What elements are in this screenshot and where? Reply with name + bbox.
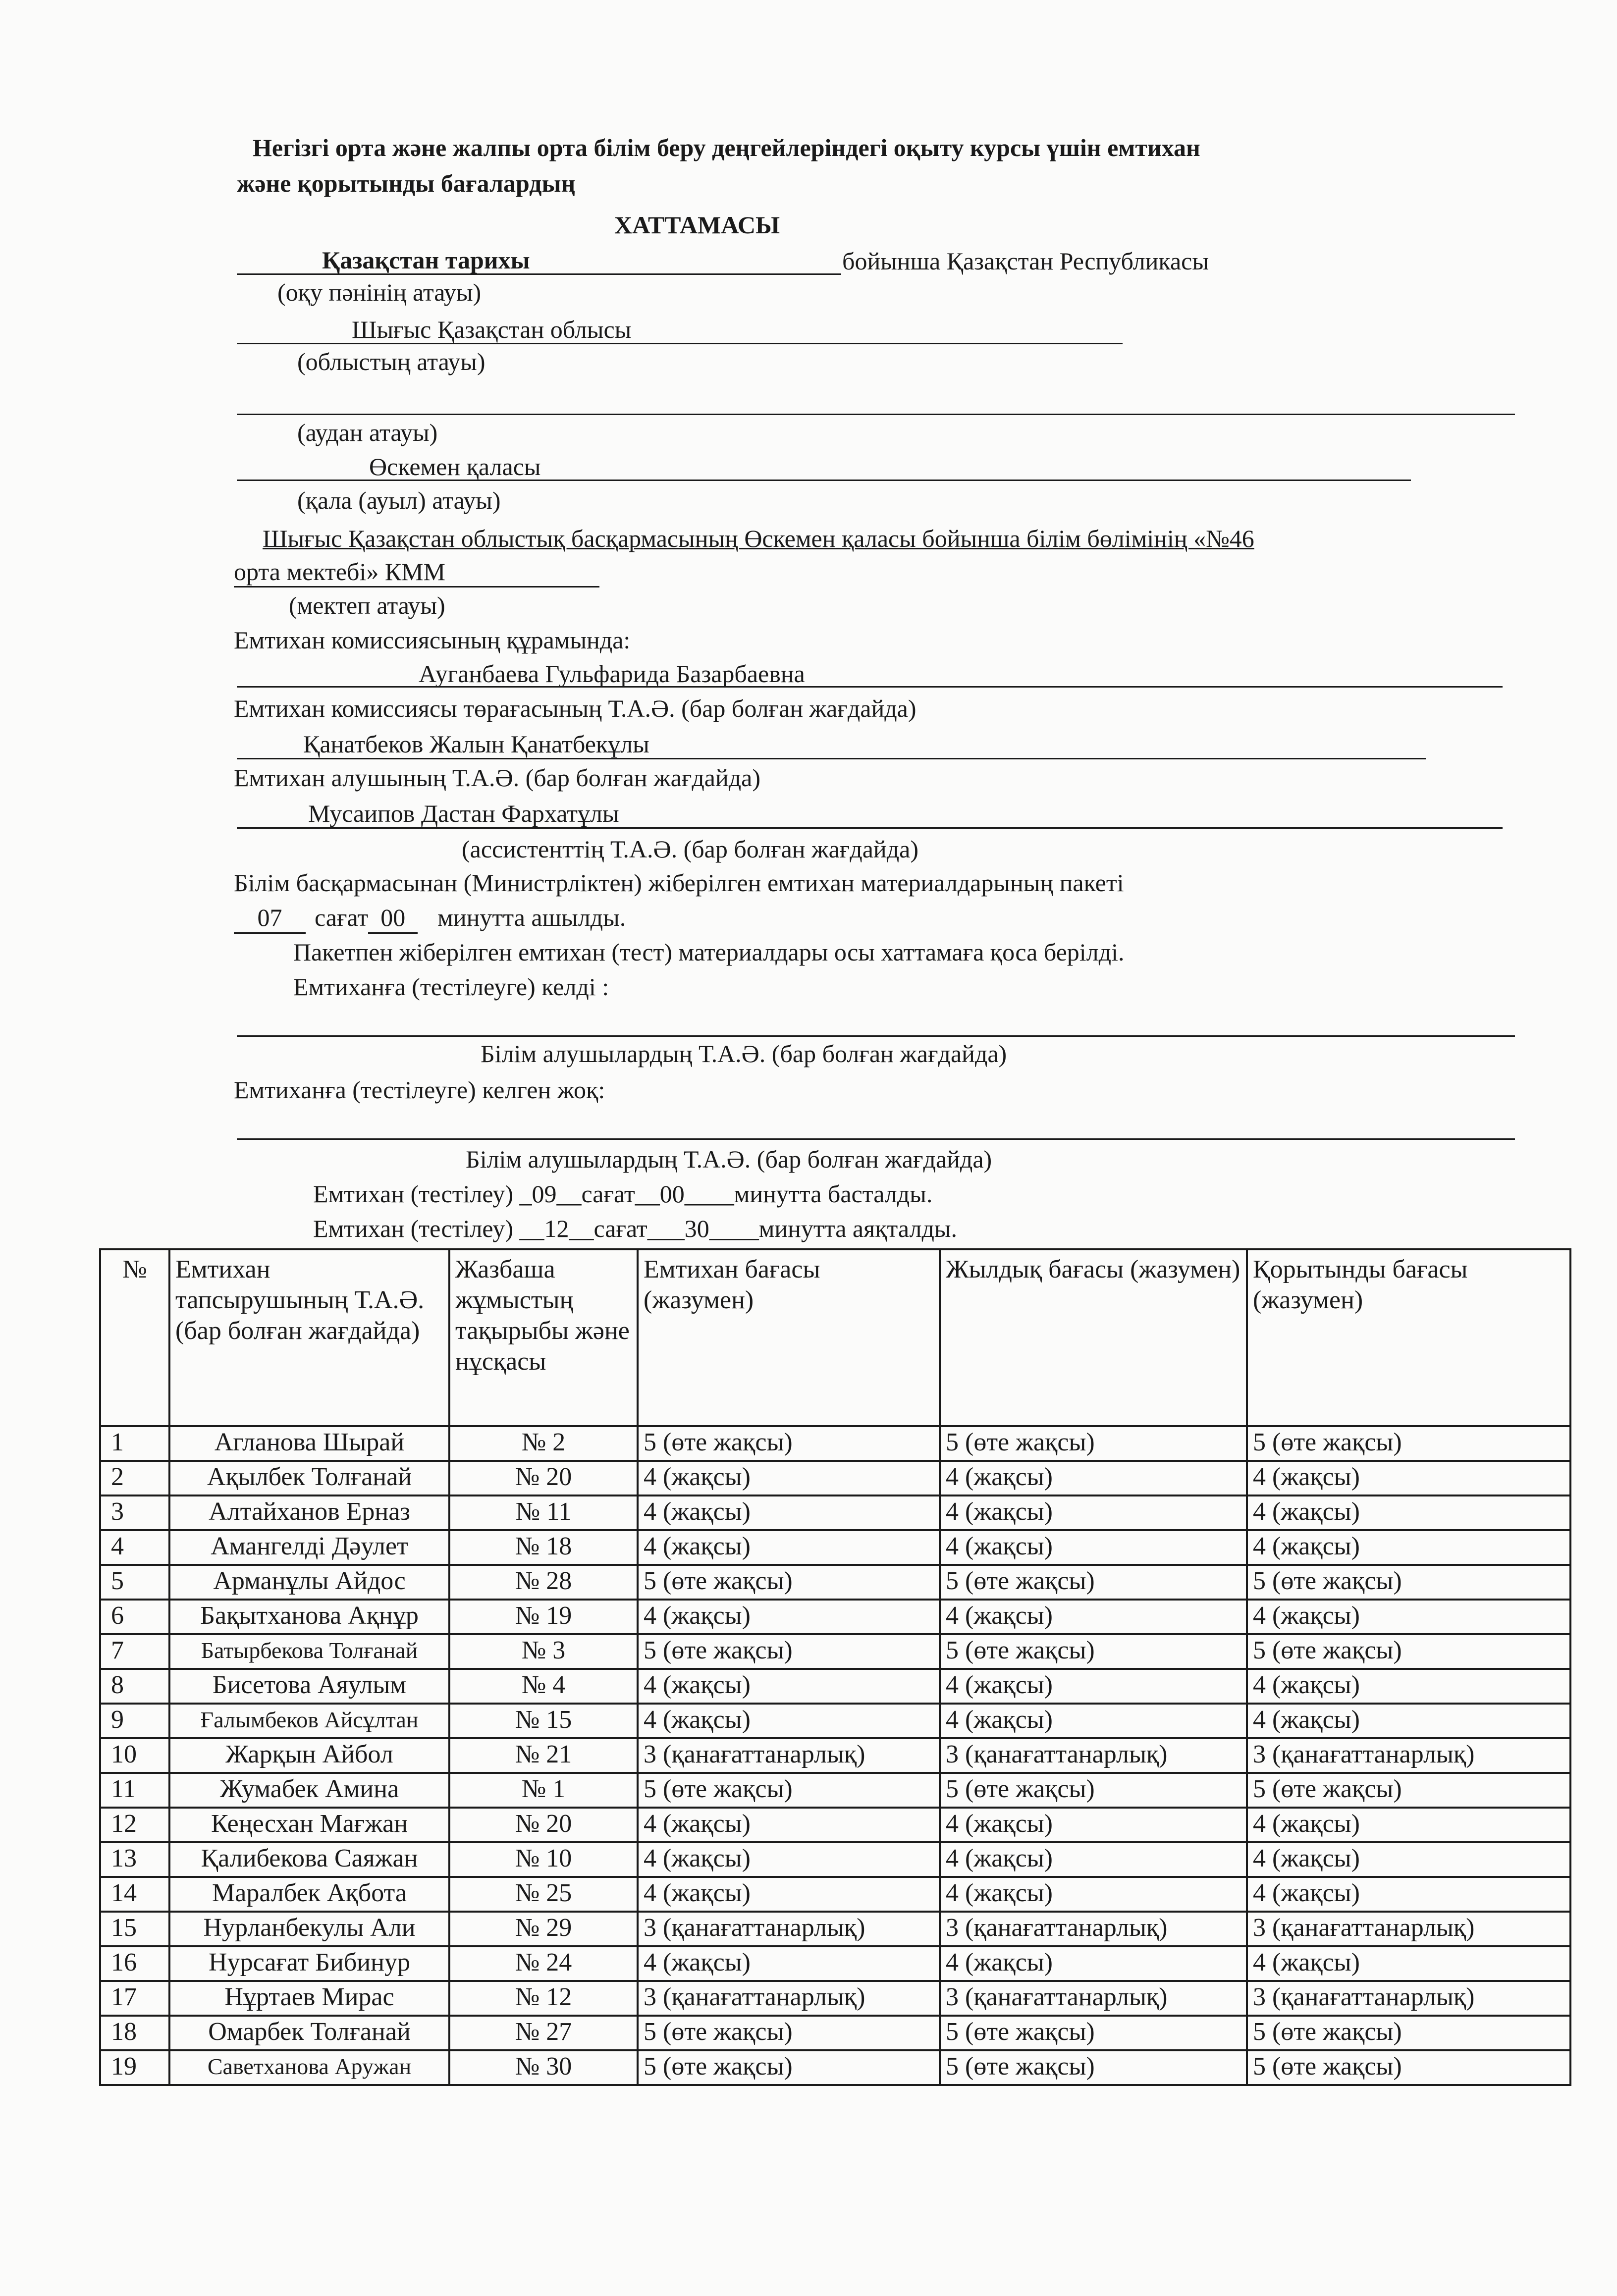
year-grade: 3 (қанағаттанарлық) [940, 1912, 1247, 1946]
topic-variant: № 12 [449, 1981, 638, 2016]
table-row [100, 1669, 1570, 1704]
exam-grade: 5 (өте жақсы) [638, 1773, 940, 1808]
table-row [100, 1530, 1570, 1565]
header-exam-grade: Емтихан бағасы (жазумен) [638, 1249, 940, 1426]
year-grade: 4 (жақсы) [940, 1461, 1247, 1495]
final-grade: 5 (өте жақсы) [1247, 1565, 1570, 1600]
table-row [100, 1808, 1570, 1842]
row-number: 9 [100, 1704, 169, 1738]
final-grade: 4 (жақсы) [1247, 1842, 1570, 1877]
year-grade: 5 (өте жақсы) [940, 1773, 1247, 1808]
topic-variant: № 30 [449, 2050, 638, 2085]
final-grade: 4 (жақсы) [1247, 1495, 1570, 1530]
region-caption: (облыстың атауы) [297, 348, 485, 375]
row-number: 12 [100, 1808, 169, 1842]
topic-variant: № 20 [449, 1808, 638, 1842]
topic-variant: № 25 [449, 1877, 638, 1912]
year-grade: 4 (жақсы) [940, 1530, 1247, 1565]
package-time [234, 903, 626, 934]
year-grade: 4 (жақсы) [940, 1808, 1247, 1842]
row-number: 10 [100, 1738, 169, 1773]
row-number: 14 [100, 1877, 169, 1912]
exam-grade: 3 (қанағаттанарлық) [638, 1738, 940, 1773]
row-number: 8 [100, 1669, 169, 1704]
absent-underline [237, 1138, 1515, 1140]
final-grade: 4 (жақсы) [1247, 1530, 1570, 1565]
table-row [100, 1634, 1570, 1669]
exam-grade: 4 (жақсы) [638, 1704, 940, 1738]
exam-grade: 4 (жақсы) [638, 1877, 940, 1912]
exam-grade: 4 (жақсы) [638, 1842, 940, 1877]
topic-variant: № 3 [449, 1634, 638, 1669]
year-grade: 4 (жақсы) [940, 1600, 1247, 1634]
year-grade: 5 (өте жақсы) [940, 2050, 1247, 2085]
final-grade: 5 (өте жақсы) [1247, 1634, 1570, 1669]
subject-suffix: бойынша Қазақстан Республикасы [842, 247, 1209, 275]
exam-grade: 4 (жақсы) [638, 1946, 940, 1981]
year-grade: 5 (өте жақсы) [940, 1565, 1247, 1600]
doc-title-line2: және қорытынды бағалардың [237, 169, 576, 197]
exam-start: Емтихан (тестілеу) _09__сағат__00____минутта басталды. [313, 1180, 933, 1208]
package-absent: Емтиханға (тестілеуге) келген жоқ: [234, 1076, 605, 1104]
exam-grade: 5 (өте жақсы) [638, 2050, 940, 2085]
row-number: 18 [100, 2016, 169, 2050]
topic-variant: № 11 [449, 1495, 638, 1530]
topic-variant: № 10 [449, 1842, 638, 1877]
header-year-grade: Жылдық бағасы (жазумен) [940, 1249, 1247, 1426]
doc-title-line1: Негізгі орта және жалпы орта білім беру деңгейлеріндегі оқыту курсы үшін емтихан [253, 134, 1200, 161]
table-row [100, 1565, 1570, 1600]
final-grade: 3 (қанағаттанарлық) [1247, 1738, 1570, 1773]
row-number: 7 [100, 1634, 169, 1669]
student-name: Жарқын Айбол [169, 1738, 449, 1773]
topic-variant: № 2 [449, 1426, 638, 1461]
year-grade: 4 (жақсы) [940, 1669, 1247, 1704]
package-came: Емтиханға (тестілеуге) келді : [293, 973, 609, 1001]
student-name: Қалибекова Саяжан [169, 1842, 449, 1877]
exam-grade: 5 (өте жақсы) [638, 2016, 940, 2050]
year-grade: 4 (жақсы) [940, 1842, 1247, 1877]
year-grade: 4 (жақсы) [940, 1704, 1247, 1738]
row-number: 6 [100, 1600, 169, 1634]
district-caption: (аудан атауы) [297, 419, 438, 446]
package-minute: 00 [368, 903, 418, 934]
table-row [100, 1461, 1570, 1495]
row-number: 5 [100, 1565, 169, 1600]
table-row [100, 1495, 1570, 1530]
package-hour: 07 [234, 903, 306, 934]
year-grade: 4 (жақсы) [940, 1877, 1247, 1912]
subject-value: Қазақстан тарихы [322, 246, 530, 274]
student-name: Маралбек Ақбота [169, 1877, 449, 1912]
package-attached: Пакетпен жіберілген емтихан (тест) материалдары осы хаттамаға қоса берілді. [293, 938, 1125, 966]
final-grade: 4 (жақсы) [1247, 1877, 1570, 1912]
year-grade: 3 (қанағаттанарлық) [940, 1738, 1247, 1773]
topic-variant: № 27 [449, 2016, 638, 2050]
final-grade: 4 (жақсы) [1247, 1808, 1570, 1842]
came-caption: Білім алушылардың Т.А.Ә. (бар болған жағдайда) [481, 1040, 1007, 1068]
student-name: Нұртаев Мирас [169, 1981, 449, 2016]
table-row [100, 1600, 1570, 1634]
student-name: Ғалымбеков Айсұлтан [169, 1704, 449, 1738]
assistant-caption: (ассистенттің Т.А.Ә. (бар болған жағдайда) [462, 835, 918, 863]
table-header-row [100, 1249, 1570, 1426]
year-grade: 4 (жақсы) [940, 1495, 1247, 1530]
student-name: Нурсағат Бибинур [169, 1946, 449, 1981]
student-name: Кеңесхан Мағжан [169, 1808, 449, 1842]
topic-variant: № 21 [449, 1738, 638, 1773]
final-grade: 4 (жақсы) [1247, 1946, 1570, 1981]
final-grade: 5 (өте жақсы) [1247, 2050, 1570, 2085]
assistant-name: Мусаипов Дастан Фархатұлы [308, 800, 619, 827]
examiner-name: Қанатбеков Жалын Қанатбекұлы [303, 730, 649, 758]
absent-caption: Білім алушылардың Т.А.Ә. (бар болған жағдайда) [466, 1145, 992, 1173]
table-row [100, 1738, 1570, 1773]
table-row [100, 1946, 1570, 1981]
exam-grade: 4 (жақсы) [638, 1808, 940, 1842]
table-row [100, 2050, 1570, 2085]
student-name: Ақылбек Толғанай [169, 1461, 449, 1495]
year-grade: 5 (өте жақсы) [940, 2016, 1247, 2050]
package-line1: Білім басқармасынан (Министрліктен) жіберілген емтихан материалдарының пакеті [234, 869, 1124, 897]
exam-grade: 4 (жақсы) [638, 1669, 940, 1704]
row-number: 16 [100, 1946, 169, 1981]
final-grade: 5 (өте жақсы) [1247, 1773, 1570, 1808]
school-caption: (мектеп атауы) [289, 591, 445, 619]
subject-caption: (оқу пәнінің атауы) [277, 278, 482, 306]
topic-variant: № 1 [449, 1773, 638, 1808]
final-grade: 5 (өте жақсы) [1247, 2016, 1570, 2050]
district-underline [237, 414, 1515, 415]
row-number: 11 [100, 1773, 169, 1808]
student-name: Нурланбекулы Али [169, 1912, 449, 1946]
row-number: 1 [100, 1426, 169, 1461]
student-name: Саветханова Аружан [169, 2050, 449, 2085]
topic-variant: № 15 [449, 1704, 638, 1738]
student-name: Алтайханов Ерназ [169, 1495, 449, 1530]
year-grade: 5 (өте жақсы) [940, 1426, 1247, 1461]
exam-end: Емтихан (тестілеу) __12__сағат___30____минутта аяқталды. [313, 1215, 957, 1242]
row-number: 13 [100, 1842, 169, 1877]
exam-grade: 3 (қанағаттанарлық) [638, 1912, 940, 1946]
header-number: № [100, 1249, 169, 1426]
student-name: Бақытханова Ақнұр [169, 1600, 449, 1634]
topic-variant: № 24 [449, 1946, 638, 1981]
doc-heading: ХАТТАМАСЫ [614, 211, 780, 239]
topic-variant: № 29 [449, 1912, 638, 1946]
final-grade: 4 (жақсы) [1247, 1600, 1570, 1634]
student-name: Арманұлы Айдос [169, 1565, 449, 1600]
exam-grade: 4 (жақсы) [638, 1461, 940, 1495]
package-suffix: минутта ашылды. [437, 904, 626, 931]
student-name: Бисетова Аяулым [169, 1669, 449, 1704]
row-number: 15 [100, 1912, 169, 1946]
year-grade: 5 (өте жақсы) [940, 1634, 1247, 1669]
chair-caption: Емтихан комиссиясы төрағасының Т.А.Ә. (бар болған жағдайда) [234, 694, 916, 722]
exam-grade: 5 (өте жақсы) [638, 1426, 940, 1461]
student-name: Омарбек Толғанай [169, 2016, 449, 2050]
row-number: 17 [100, 1981, 169, 2016]
city-value: Өскемен қаласы [369, 453, 541, 481]
student-name: Амангелді Дәулет [169, 1530, 449, 1565]
final-grade: 3 (қанағаттанарлық) [1247, 1981, 1570, 2016]
topic-variant: № 19 [449, 1600, 638, 1634]
package-hour-word: сағат [315, 904, 369, 931]
grades-table [99, 1248, 1571, 2086]
table-row [100, 1773, 1570, 1808]
student-name: Жумабек Амина [169, 1773, 449, 1808]
chair-name: Ауганбаева Гульфарида Базарбаевна [419, 660, 805, 688]
row-number: 2 [100, 1461, 169, 1495]
row-number: 19 [100, 2050, 169, 2085]
school-underline [234, 586, 599, 587]
table-row [100, 1704, 1570, 1738]
header-final-grade: Қорытынды бағасы (жазумен) [1247, 1249, 1570, 1426]
header-topic: Жазбаша жұмыстың тақырыбы және нұсқасы [449, 1249, 638, 1426]
topic-variant: № 20 [449, 1461, 638, 1495]
commission-intro: Емтихан комиссиясының құрамында: [234, 626, 631, 654]
header-student: Емтихан тапсырушының Т.А.Ә. (бар болған жағдайда) [169, 1249, 449, 1426]
exam-grade: 4 (жақсы) [638, 1530, 940, 1565]
exam-grade: 4 (жақсы) [638, 1495, 940, 1530]
exam-grade: 3 (қанағаттанарлық) [638, 1981, 940, 2016]
came-underline [237, 1035, 1515, 1037]
exam-grade: 5 (өте жақсы) [638, 1634, 940, 1669]
topic-variant: № 18 [449, 1530, 638, 1565]
final-grade: 4 (жақсы) [1247, 1461, 1570, 1495]
final-grade: 5 (өте жақсы) [1247, 1426, 1570, 1461]
table-row [100, 2016, 1570, 2050]
row-number: 4 [100, 1530, 169, 1565]
exam-grade: 5 (өте жақсы) [638, 1565, 940, 1600]
school-line1: Шығыс Қазақстан облыстық басқармасының Өскемен қаласы бойынша білім бөлімінің «№46 [263, 525, 1254, 552]
topic-variant: № 28 [449, 1565, 638, 1600]
year-grade: 4 (жақсы) [940, 1946, 1247, 1981]
table-row [100, 1877, 1570, 1912]
exam-grade: 4 (жақсы) [638, 1600, 940, 1634]
table-row [100, 1426, 1570, 1461]
row-number: 3 [100, 1495, 169, 1530]
student-name: Агланова Шырай [169, 1426, 449, 1461]
table-row [100, 1981, 1570, 2016]
student-name: Батырбекова Толғанай [169, 1634, 449, 1669]
final-grade: 4 (жақсы) [1247, 1704, 1570, 1738]
year-grade: 3 (қанағаттанарлық) [940, 1981, 1247, 2016]
examiner-caption: Емтихан алушының Т.А.Ә. (бар болған жағдайда) [234, 764, 761, 792]
region-value: Шығыс Қазақстан облысы [352, 316, 632, 343]
city-caption: (қала (ауыл) атауы) [297, 486, 501, 514]
topic-variant: № 4 [449, 1669, 638, 1704]
table-row [100, 1842, 1570, 1877]
table-row [100, 1912, 1570, 1946]
final-grade: 3 (қанағаттанарлық) [1247, 1912, 1570, 1946]
school-line2: орта мектебі» КММ [234, 558, 446, 586]
final-grade: 4 (жақсы) [1247, 1669, 1570, 1704]
